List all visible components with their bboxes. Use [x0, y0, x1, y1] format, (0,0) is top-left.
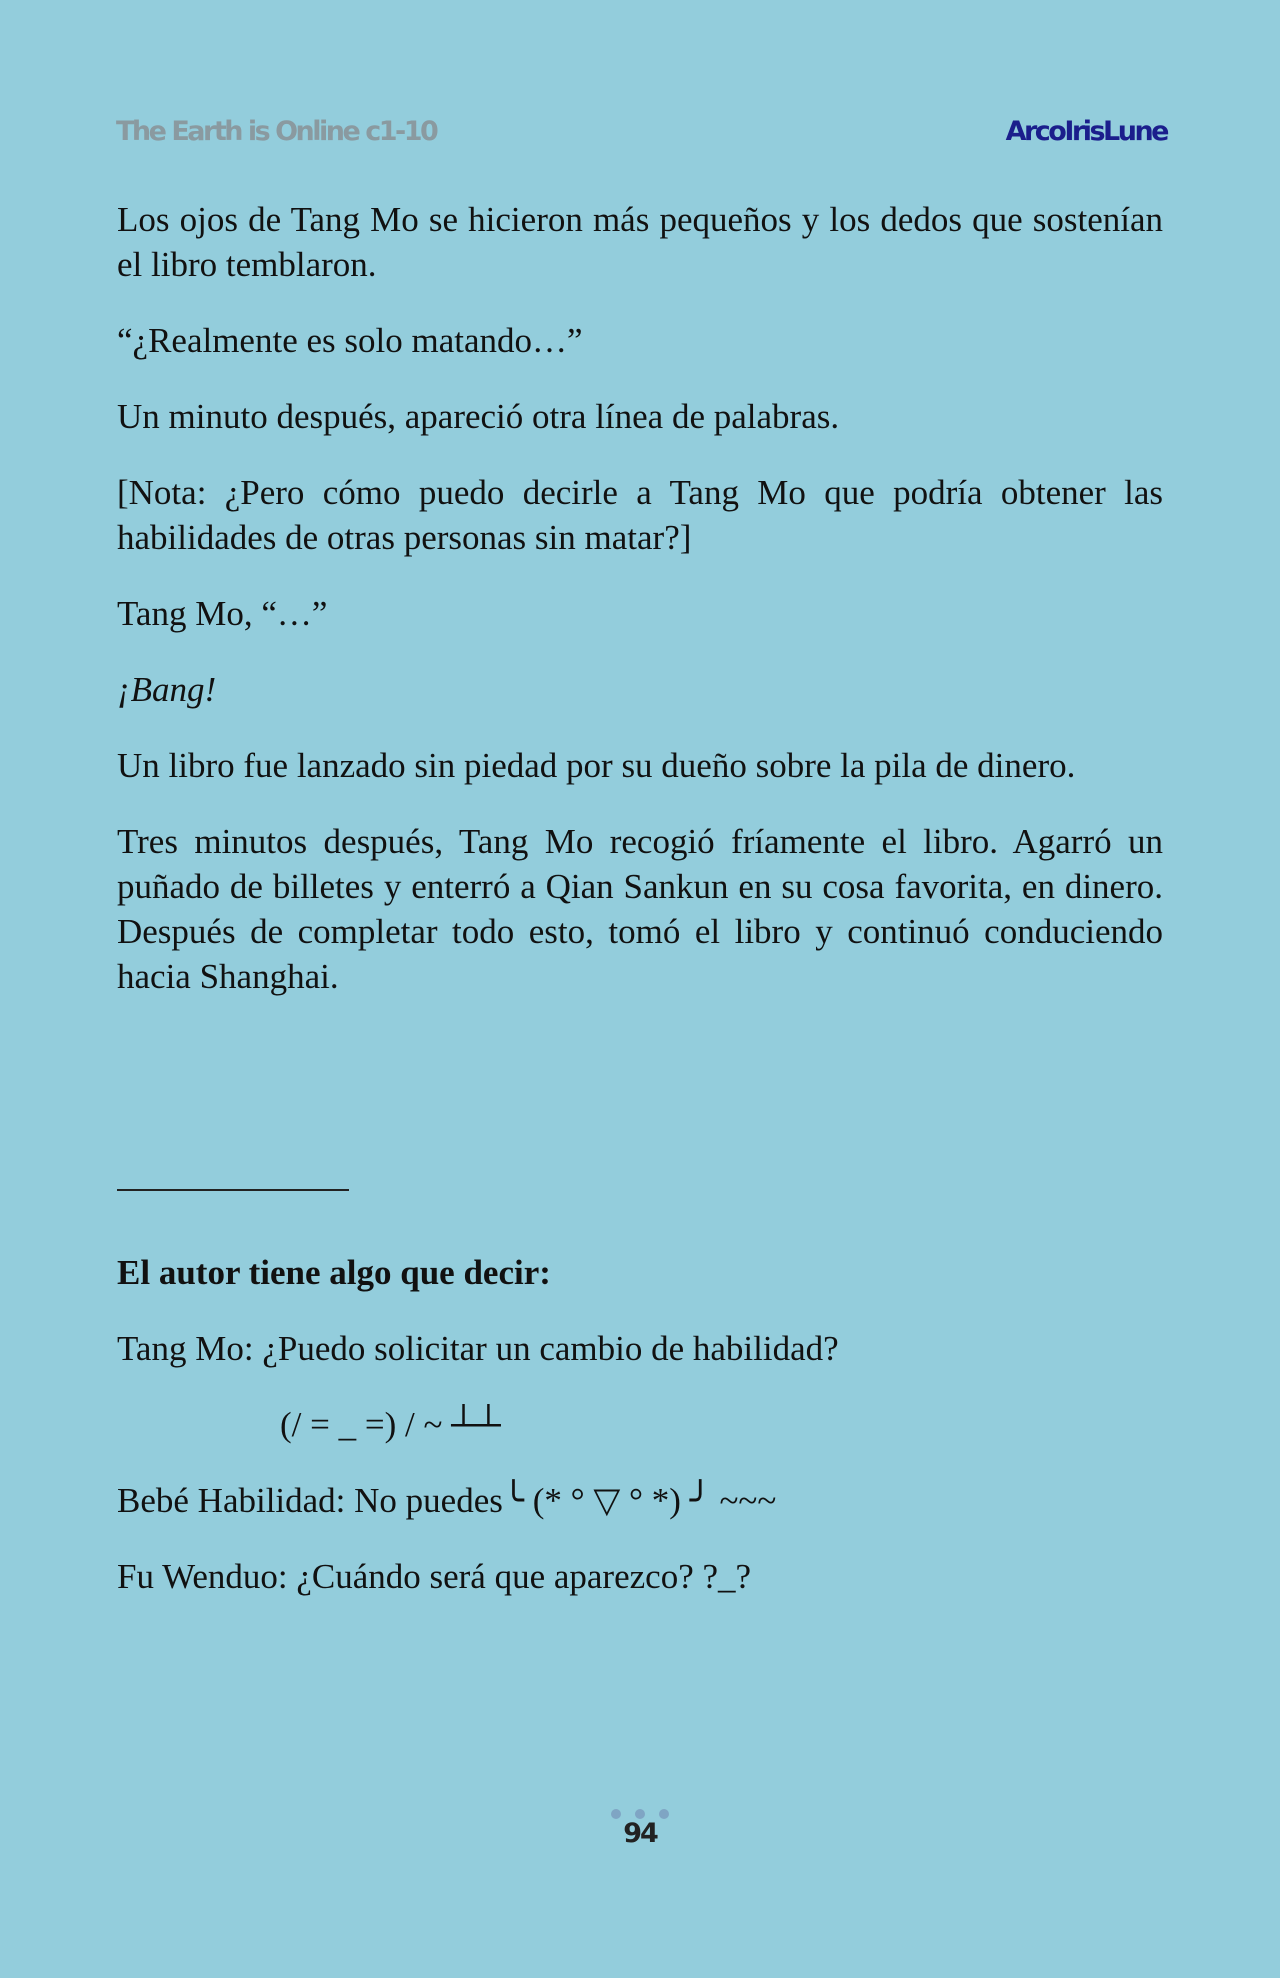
paragraph: “¿Realmente es solo matando…” — [117, 321, 583, 360]
author-note — [117, 1250, 1163, 1630]
paragraph: Un minuto después, apareció otra línea de palabras. — [117, 397, 840, 436]
section-divider — [117, 1189, 349, 1191]
book-title: The Earth is Online c1-10 — [116, 116, 437, 147]
chapter-body — [117, 197, 1163, 1030]
page-ornament — [0, 1806, 1280, 1818]
translator-name: ArcoIrisLune — [1005, 116, 1167, 147]
page-number: 94 — [623, 1818, 657, 1849]
author-note-line: Tang Mo: ¿Puedo solicitar un cambio de habilidad? — [117, 1329, 839, 1368]
paragraph: Tang Mo, “…” — [117, 594, 328, 633]
author-note-line: Bebé Habilidad: No puedes╰ (* ° ▽ ° *) ╯ ~~~ — [117, 1481, 777, 1520]
author-note-line: Fu Wenduo: ¿Cuándo será que aparezco? ?_? — [117, 1557, 752, 1596]
paragraph: Un libro fue lanzado sin piedad por su dueño sobre la pila de dinero. — [117, 746, 1076, 785]
kaomoji: (/ = _ =) / ~ ┴┴ — [280, 1405, 501, 1444]
paragraph: Los ojos de Tang Mo se hicieron más pequeños y los dedos que sostenían el libro temblaron. — [117, 200, 1163, 284]
paragraph: ¡Bang! — [117, 670, 217, 709]
paragraph: [Nota: ¿Pero cómo puedo decirle a Tang Mo que podría obtener las habilidades de otras personas sin matar?] — [117, 473, 1163, 557]
author-note-heading: El autor tiene algo que decir: — [117, 1253, 551, 1292]
paragraph: Tres minutos después, Tang Mo recogió fríamente el libro. Agarró un puñado de billetes y enterró a Qian Sankun en su cosa favorita, en dinero. Después de completar todo esto, tomó el libro y continuó conduciendo hacia Shanghai. — [117, 822, 1163, 996]
